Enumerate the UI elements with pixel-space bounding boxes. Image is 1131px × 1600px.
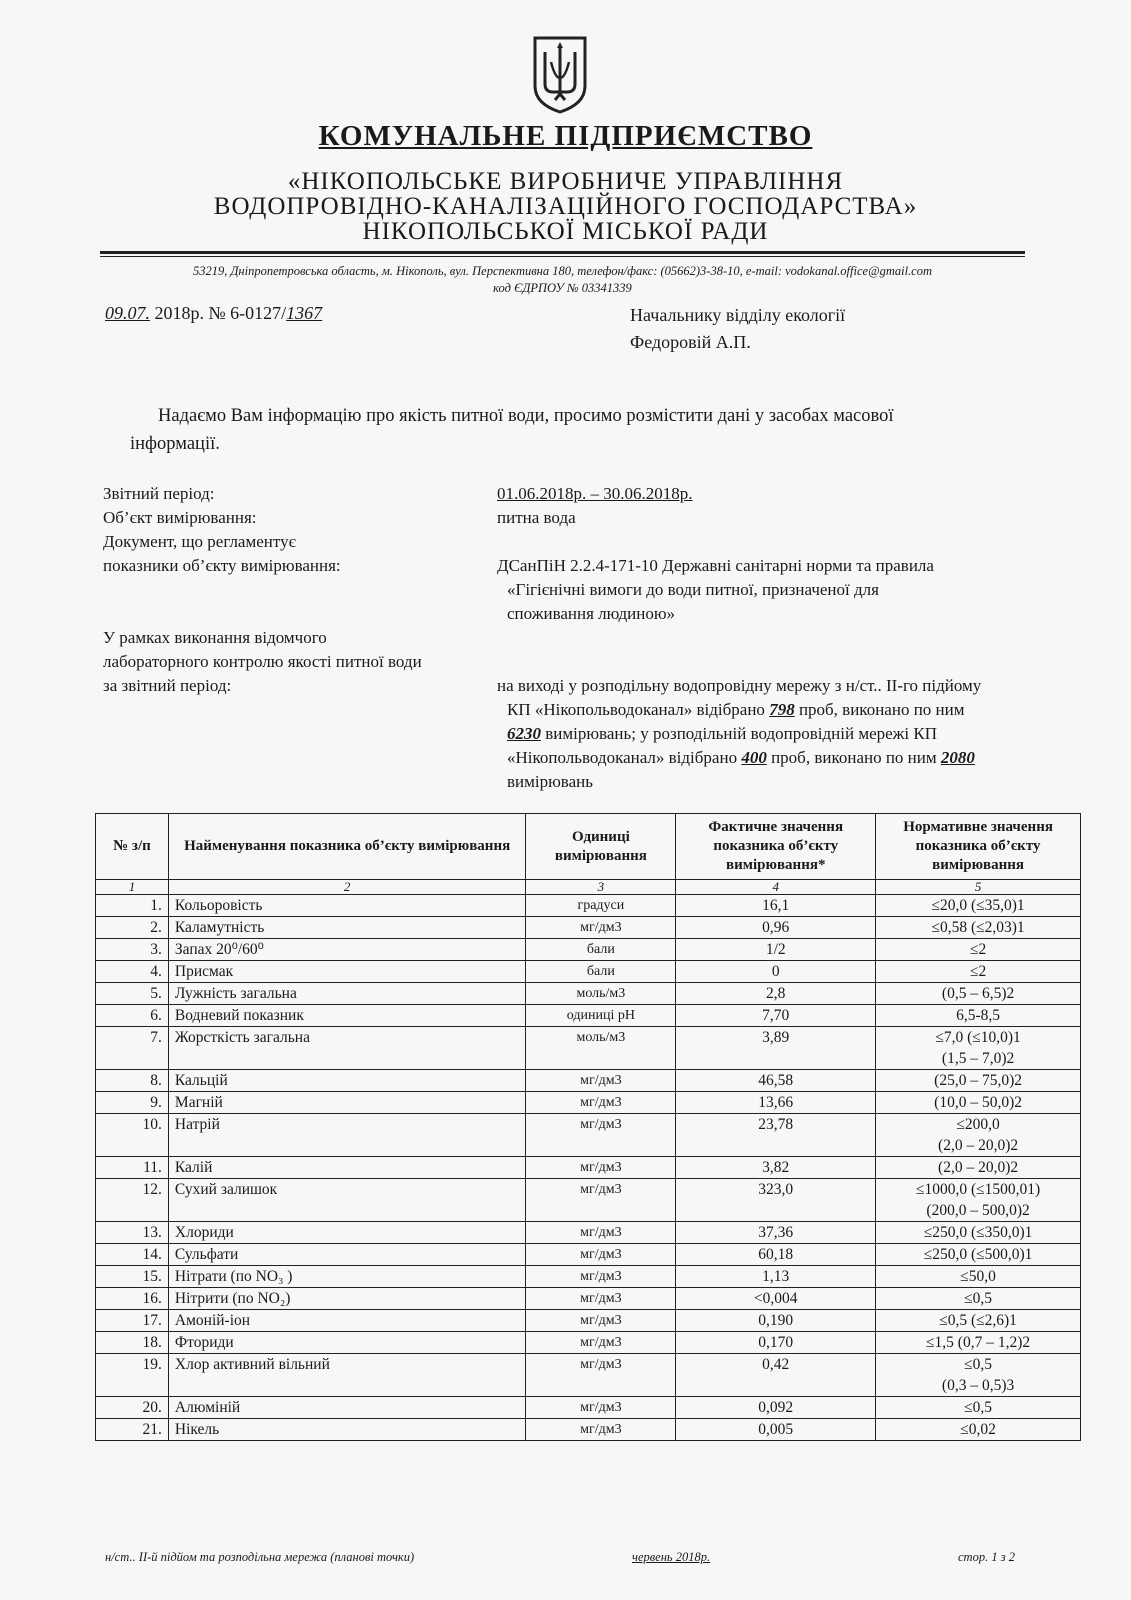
indicator-name-cell: Нікель [168, 1419, 526, 1441]
indicator-name-cell: Нітрити (по NO₂) [168, 1288, 526, 1310]
unit-cell: мг/дм3 [526, 1070, 676, 1092]
row-number-cell: 7. [96, 1027, 169, 1070]
indicator-name-cell: Калій [168, 1157, 526, 1179]
outgoing-date: 09.07. [105, 303, 150, 323]
company-address: 53219, Дніпропетровська область, м. Нікополь, вул. Перспективна 180, телефон/факс: (05662)3-38-10, e-mail: vodokanal.office@gmail.com [192, 264, 932, 278]
header-num: № з/п [96, 814, 169, 880]
table-row [96, 1005, 1081, 1027]
control-text: КП «Нікопольводоканал» відібрано [507, 700, 770, 719]
company-name-line-3: НІКОПОЛЬСЬКОЇ МІСЬКОЇ РАДИ [362, 218, 769, 245]
norm-value-cell: ≤2 [876, 939, 1081, 961]
outgoing-number-prefix: 2018р. № 6-0127/ [150, 303, 287, 323]
indicator-name-cell: Кольоровість [168, 895, 526, 917]
norm-line-2: (0,3 – 0,5)3 [941, 1377, 1015, 1394]
unit-cell: мг/дм3 [526, 1114, 676, 1157]
period-value: 01.06.2018р. – 30.06.2018р. [497, 484, 693, 503]
indicator-name-cell: Хлор активний вільний [168, 1354, 526, 1397]
norm-value-cell: ≤0,5 (≤2,6)1 [876, 1310, 1081, 1332]
table-row [96, 1244, 1081, 1266]
norm-value-cell: ≤250,0 (≤500,0)1 [876, 1244, 1081, 1266]
outgoing-reg-number: 1367 [286, 303, 323, 323]
row-number-cell: 3. [96, 939, 169, 961]
row-number-cell: 14. [96, 1244, 169, 1266]
norm-value-cell: (0,5 – 6,5)2 [876, 983, 1081, 1005]
row-number-cell: 9. [96, 1092, 169, 1114]
table-row [96, 1288, 1081, 1310]
company-name-line-1: «НІКОПОЛЬСЬКЕ ВИРОБНИЧЕ УПРАВЛІННЯ [287, 168, 844, 195]
header-divider-thick [100, 251, 1025, 254]
indicator-name-cell: Сульфати [168, 1244, 526, 1266]
row-number-cell: 4. [96, 961, 169, 983]
table-index-row [96, 880, 1081, 895]
table-row [96, 1157, 1081, 1179]
control-value-3 [507, 722, 1097, 746]
indicator-name-cell: Водневий показник [168, 1005, 526, 1027]
unit-cell: мг/дм3 [526, 917, 676, 939]
table-row [96, 1419, 1081, 1441]
unit-cell: мг/дм3 [526, 1179, 676, 1222]
row-number-cell: 21. [96, 1419, 169, 1441]
control-label-1: У рамках виконання відомчого [103, 628, 327, 647]
norm-value-cell: 6,5-8,5 [876, 1005, 1081, 1027]
recipient-name: Федоровій А.П. [630, 332, 751, 352]
actual-value-cell: 0,005 [676, 1419, 876, 1441]
actual-value-cell: 0,190 [676, 1310, 876, 1332]
samples-count-outlet: 798 [769, 700, 795, 719]
header-norm: Нормативне значення показника об’єкту вимірювання [876, 814, 1081, 880]
actual-value-cell: 16,1 [676, 895, 876, 917]
actual-value-cell: 3,89 [676, 1027, 876, 1070]
actual-value-cell: 13,66 [676, 1092, 876, 1114]
indicator-name-cell: Лужність загальна [168, 983, 526, 1005]
actual-value-cell: 23,78 [676, 1114, 876, 1157]
object-value: питна вода [497, 508, 576, 527]
table-row [96, 983, 1081, 1005]
row-number-cell: 19. [96, 1354, 169, 1397]
row-number-cell: 13. [96, 1222, 169, 1244]
table-row [96, 961, 1081, 983]
header-unit: Одиниці вимірювання [526, 814, 676, 880]
unit-cell: мг/дм3 [526, 1266, 676, 1288]
coat-of-arms-trident-icon [531, 34, 589, 114]
norm-line-1: ≤0,5 [964, 1356, 993, 1373]
indicator-name-cell: Хлориди [168, 1222, 526, 1244]
table-row [96, 1397, 1081, 1419]
row-number-cell: 2. [96, 917, 169, 939]
row-number-cell: 8. [96, 1070, 169, 1092]
doc-label-2: показники об’єкту вимірювання: [103, 556, 341, 575]
control-text: проб, виконано по ним [794, 700, 965, 719]
norm-value-cell [876, 1179, 1081, 1222]
control-value-1: на виході у розподільну водопровідну мережу з н/ст.. ІІ-го підйому [497, 676, 982, 695]
norm-value-cell: ≤50,0 [876, 1266, 1081, 1288]
unit-cell: градуси [526, 895, 676, 917]
table-row [96, 1332, 1081, 1354]
index-cell: 2 [168, 880, 526, 895]
actual-value-cell: 0,42 [676, 1354, 876, 1397]
table-row [96, 895, 1081, 917]
index-cell: 4 [676, 880, 876, 895]
row-number-cell: 17. [96, 1310, 169, 1332]
norm-value-cell: (25,0 – 75,0)2 [876, 1070, 1081, 1092]
footer-month: червень 2018р. [632, 1550, 711, 1564]
water-quality-table [95, 813, 1081, 1441]
row-number-cell: 20. [96, 1397, 169, 1419]
indicator-name-cell: Кальцій [168, 1070, 526, 1092]
unit-cell: мг/дм3 [526, 1397, 676, 1419]
unit-cell: моль/м3 [526, 983, 676, 1005]
table-row [96, 1266, 1081, 1288]
header-name: Найменування показника об’єкту вимірювання [168, 814, 526, 880]
norm-value-cell: (10,0 – 50,0)2 [876, 1092, 1081, 1114]
indicator-name-cell: Фториди [168, 1332, 526, 1354]
norm-line-1: ≤7,0 (≤10,0)1 [935, 1029, 1021, 1046]
norm-line-2: (200,0 – 500,0)2 [926, 1202, 1030, 1219]
actual-value-cell: 2,8 [676, 983, 876, 1005]
indicator-name-cell: Сухий залишок [168, 1179, 526, 1222]
norm-value-cell: (2,0 – 20,0)2 [876, 1157, 1081, 1179]
unit-cell: бали [526, 961, 676, 983]
norm-value-cell: ≤0,58 (≤2,03)1 [876, 917, 1081, 939]
norm-value-cell: ≤1,5 (0,7 – 1,2)2 [876, 1332, 1081, 1354]
footer-page: стор. 1 з 2 [958, 1550, 1015, 1564]
row-number-cell: 11. [96, 1157, 169, 1179]
doc-value-2: «Гігієнічні вимоги до води питної, призначеної для [507, 580, 879, 599]
unit-cell: мг/дм3 [526, 1332, 676, 1354]
doc-value-1: ДСанПіН 2.2.4-171-10 Державні санітарні норми та правила [497, 556, 934, 575]
norm-value-cell [876, 1114, 1081, 1157]
indicator-name-cell: Жорсткість загальна [168, 1027, 526, 1070]
row-number-cell: 12. [96, 1179, 169, 1222]
unit-cell: мг/дм3 [526, 1222, 676, 1244]
norm-value-cell [876, 1027, 1081, 1070]
norm-value-cell: ≤0,5 [876, 1288, 1081, 1310]
actual-value-cell: 0,96 [676, 917, 876, 939]
unit-cell: мг/дм3 [526, 1354, 676, 1397]
unit-cell: мг/дм3 [526, 1244, 676, 1266]
table-row [96, 939, 1081, 961]
header-actual: Фактичне значення показника об’єкту вимірювання* [676, 814, 876, 880]
actual-value-cell: <0,004 [676, 1288, 876, 1310]
footer-note: н/ст.. ІІ-й підйом та розподільна мережа (планові точки) [105, 1550, 415, 1564]
table-row [96, 917, 1081, 939]
unit-cell: одиниці рН [526, 1005, 676, 1027]
actual-value-cell: 0,092 [676, 1397, 876, 1419]
unit-cell: моль/м3 [526, 1027, 676, 1070]
indicator-name-cell: Каламутність [168, 917, 526, 939]
actual-value-cell: 46,58 [676, 1070, 876, 1092]
indicator-name-cell: Нітрати (по NO₃ ) [168, 1266, 526, 1288]
actual-value-cell: 1,13 [676, 1266, 876, 1288]
company-edrpou: код ЄДРПОУ № 03341339 [493, 281, 632, 295]
company-type-heading: КОМУНАЛЬНЕ ПІДПРИЄМСТВО [318, 120, 813, 152]
table-row [96, 1222, 1081, 1244]
row-number-cell: 1. [96, 895, 169, 917]
norm-value-cell: ≤0,02 [876, 1419, 1081, 1441]
table-row [96, 1354, 1081, 1397]
norm-line-1: ≤200,0 [956, 1116, 1000, 1133]
table-header-row [96, 814, 1081, 880]
unit-cell: бали [526, 939, 676, 961]
norm-value-cell: ≤250,0 (≤350,0)1 [876, 1222, 1081, 1244]
norm-value-cell [876, 1354, 1081, 1397]
actual-value-cell: 3,82 [676, 1157, 876, 1179]
recipient-block [630, 302, 845, 356]
actual-value-cell: 7,70 [676, 1005, 876, 1027]
actual-value-cell: 323,0 [676, 1179, 876, 1222]
unit-cell: мг/дм3 [526, 1092, 676, 1114]
table-body [96, 895, 1081, 1441]
outgoing-number [105, 303, 322, 324]
samples-count-network: 400 [741, 748, 767, 767]
norm-line-1: ≤1000,0 (≤1500,01) [915, 1181, 1041, 1198]
measurements-count-outlet: 6230 [507, 724, 541, 743]
table-row [96, 1027, 1081, 1070]
actual-value-cell: 37,36 [676, 1222, 876, 1244]
table-row [96, 1114, 1081, 1157]
control-value-4 [507, 746, 1097, 770]
control-label-2: лабораторного контролю якості питної води [103, 652, 422, 671]
index-cell: 5 [876, 880, 1081, 895]
row-number-cell: 16. [96, 1288, 169, 1310]
doc-label-1: Документ, що регламентує [103, 532, 296, 551]
index-cell: 3 [526, 880, 676, 895]
control-text: проб, виконано по ним [766, 748, 941, 767]
table-row [96, 1092, 1081, 1114]
indicator-name-cell: Амоній-іон [168, 1310, 526, 1332]
norm-line-2: (2,0 – 20,0)2 [938, 1137, 1019, 1154]
indicator-name-cell: Запах 20⁰/60⁰ [168, 939, 526, 961]
doc-value-3: споживання людиною» [507, 604, 676, 623]
control-label-3: за звітний період: [103, 676, 232, 695]
control-value-2 [507, 698, 1097, 722]
intro-line-1: Надаємо Вам інформацію про якість питної води, просимо розмістити дані у засобах масової [158, 406, 894, 426]
table-row [96, 1179, 1081, 1222]
norm-value-cell: ≤0,5 [876, 1397, 1081, 1419]
header-divider-thin [100, 256, 1025, 257]
norm-value-cell: ≤2 [876, 961, 1081, 983]
company-name-line-2: ВОДОПРОВІДНО-КАНАЛІЗАЦІЙНОГО ГОСПОДАРСТВА» [213, 193, 918, 220]
actual-value-cell: 60,18 [676, 1244, 876, 1266]
norm-line-2: (1,5 – 7,0)2 [941, 1050, 1015, 1067]
row-number-cell: 15. [96, 1266, 169, 1288]
actual-value-cell: 0,170 [676, 1332, 876, 1354]
period-label: Звітний період: [103, 484, 215, 503]
row-number-cell: 18. [96, 1332, 169, 1354]
indicator-name-cell: Алюміній [168, 1397, 526, 1419]
object-label: Об’єкт вимірювання: [103, 508, 257, 527]
row-number-cell: 6. [96, 1005, 169, 1027]
indicator-name-cell: Присмак [168, 961, 526, 983]
table-row [96, 1070, 1081, 1092]
measurements-count-network: 2080 [940, 748, 975, 767]
unit-cell: мг/дм3 [526, 1310, 676, 1332]
unit-cell: мг/дм3 [526, 1419, 676, 1441]
unit-cell: мг/дм3 [526, 1157, 676, 1179]
indicator-name-cell: Натрій [168, 1114, 526, 1157]
indicator-name-cell: Магній [168, 1092, 526, 1114]
recipient-position: Начальнику відділу екології [630, 305, 846, 325]
norm-value-cell: ≤20,0 (≤35,0)1 [876, 895, 1081, 917]
intro-paragraph [130, 402, 1080, 458]
control-text: вимірювань; у розподільній водопровідній мережі КП [541, 724, 937, 743]
intro-line-2: інформації. [130, 434, 220, 454]
unit-cell: мг/дм3 [526, 1288, 676, 1310]
actual-value-cell: 1/2 [676, 939, 876, 961]
row-number-cell: 10. [96, 1114, 169, 1157]
actual-value-cell: 0 [676, 961, 876, 983]
row-number-cell: 5. [96, 983, 169, 1005]
control-value-5: вимірювань [507, 772, 594, 791]
index-cell: 1 [96, 880, 169, 895]
table-row [96, 1310, 1081, 1332]
control-text: «Нікопольводоканал» відібрано [507, 748, 742, 767]
